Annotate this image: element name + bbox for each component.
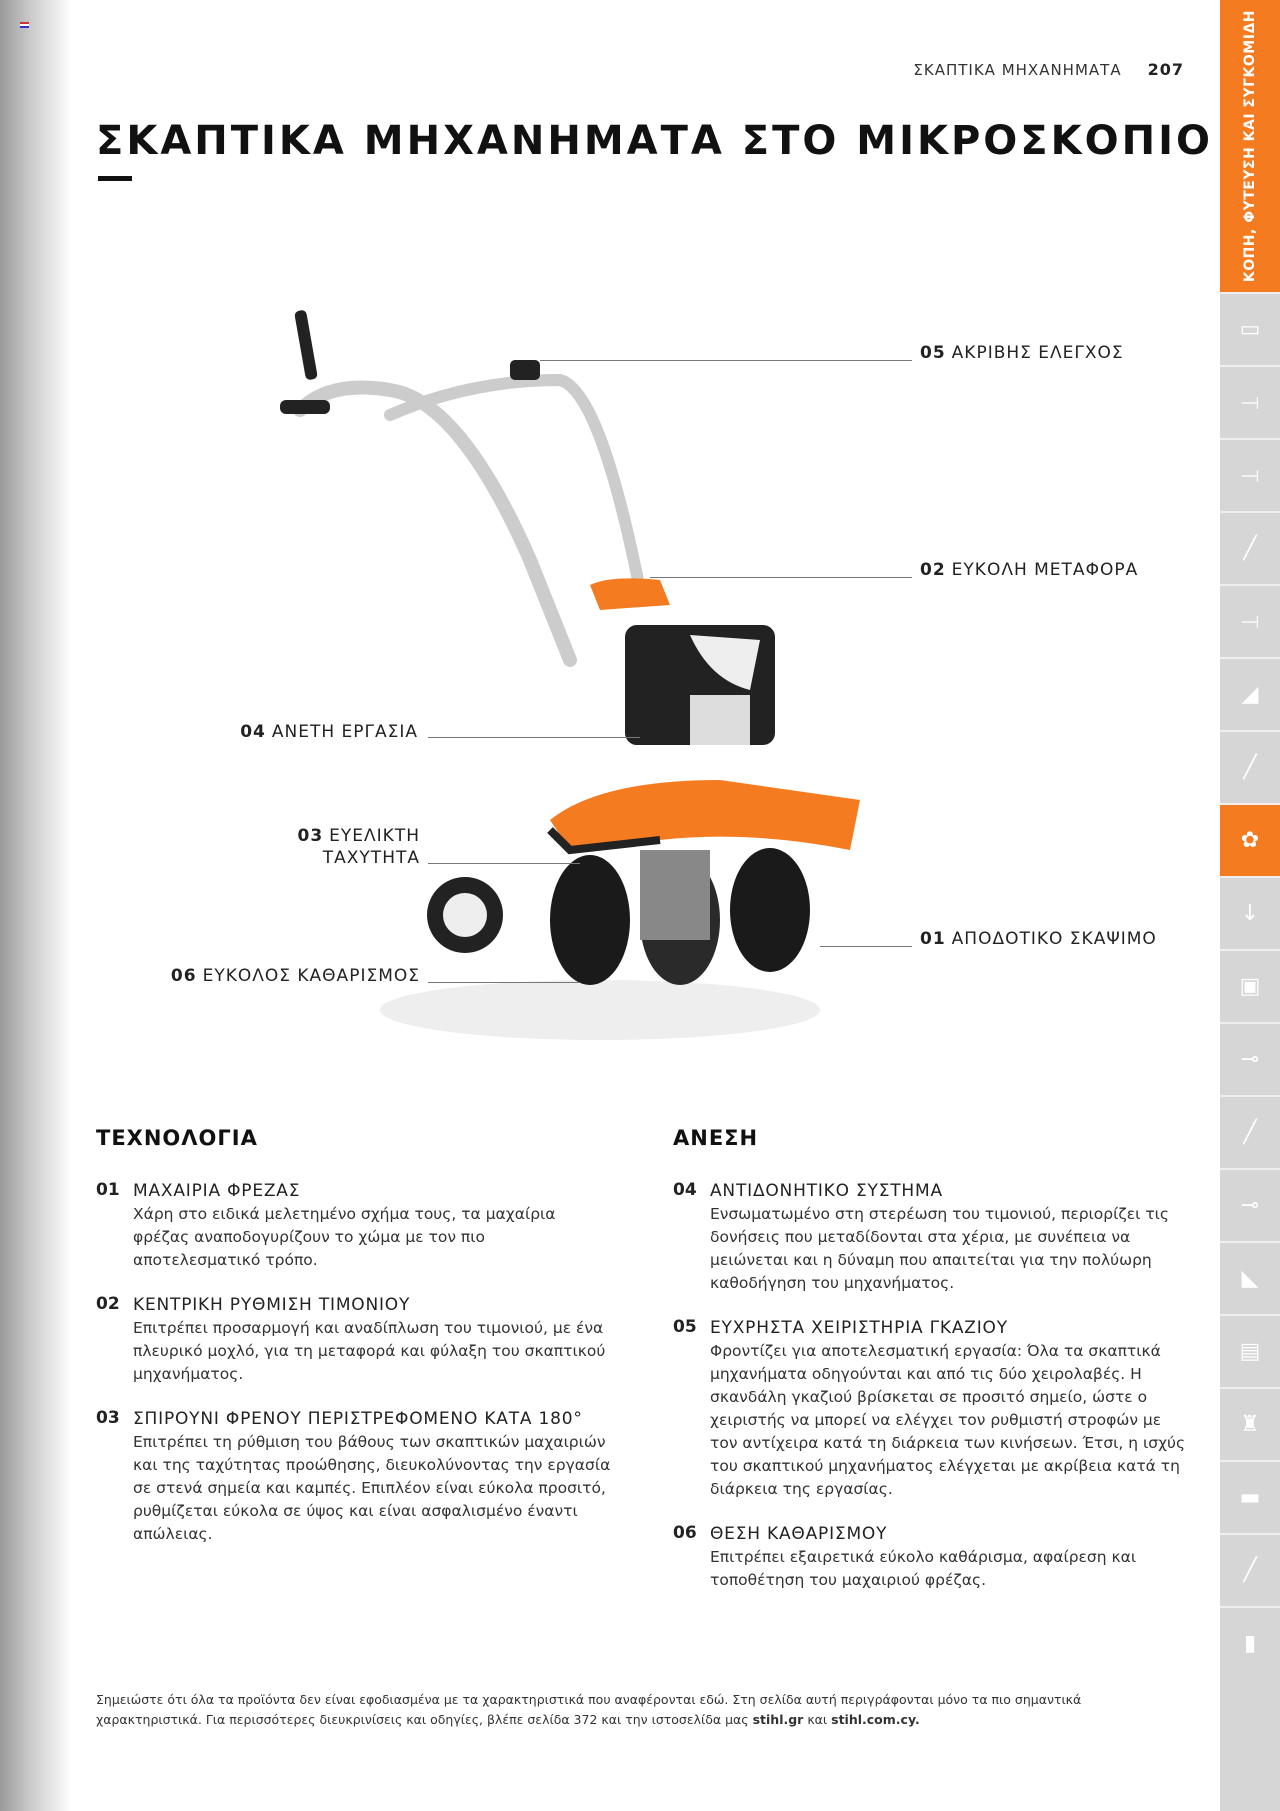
sidebar-tile-battery[interactable] <box>1220 292 1280 365</box>
callout-02 <box>920 559 1138 581</box>
trimmer-icon: ╱ <box>1243 755 1257 780</box>
battery-icon: ▭ <box>1239 317 1261 342</box>
sprayer-icon: ◣ <box>1241 1266 1259 1291</box>
sidebar-tile-brushcutter[interactable] <box>1220 511 1280 584</box>
callout-leader-line <box>428 982 580 983</box>
callout-03 <box>290 825 420 869</box>
sidebar-tile-lawn-mower[interactable] <box>1220 657 1280 730</box>
feature-number: 02 <box>96 1294 120 1314</box>
feature-01 <box>96 1180 616 1272</box>
feature-number: 01 <box>96 1180 120 1200</box>
auger-icon: ↓ <box>1240 901 1260 926</box>
sidebar-tile-pole-saw[interactable] <box>1220 584 1280 657</box>
footnote-and: και <box>803 1712 832 1727</box>
callout-number: 03 <box>297 826 324 846</box>
sidebar-tile-blower[interactable] <box>1220 1022 1280 1095</box>
callout-number: 02 <box>920 560 946 580</box>
running-header <box>913 60 1184 79</box>
callout-label-2: ΤΑΧΥΤΗΤΑ <box>322 848 420 868</box>
chainsaw-icon: ⟞ <box>1240 390 1260 415</box>
feature-title: ΘΕΣΗ ΚΑΘΑΡΙΣΜΟΥ <box>710 1524 888 1544</box>
feature-text: Επιτρέπει τη ρύθμιση του βάθους των σκαπτικών μαχαιριών και της ταχύτητας προώθησης, διευκολύνοντας την εργασία σε στενά σημεία και καμπές. Επιπλέον είναι εύκολα προσιτό, ρυθμίζεται εύκολα σε ύψος και είναι ασφαλισμένο έναντι απώλειας. <box>133 1433 611 1543</box>
feature-02 <box>96 1294 616 1386</box>
callout-05 <box>920 342 1124 364</box>
callout-number: 05 <box>920 343 946 363</box>
feature-text: Επιτρέπει εξαιρετικά εύκολο καθάρισμα, αφαίρεση και τοποθέτηση του μαχαιριού φρέζας. <box>710 1548 1137 1589</box>
callout-04 <box>236 721 418 743</box>
link-stihl-gr[interactable]: stihl.gr <box>752 1712 804 1727</box>
sidebar-tile-sprayer[interactable] <box>1220 1241 1280 1314</box>
sidebar-tile-chainsaw[interactable] <box>1220 365 1280 438</box>
feature-05 <box>673 1317 1193 1501</box>
sidebar-tile-tiller[interactable] <box>1220 803 1280 876</box>
callout-number: 06 <box>170 966 197 986</box>
feature-04 <box>673 1180 1193 1295</box>
feature-text: Χάρη στο ειδικά μελετημένο σχήμα τους, τα μαχαίρια φρέζας αναποδογυρίζουν το χώμα με τον πιο αποτελεσματικό τρόπο. <box>133 1205 556 1269</box>
callout-number: 04 <box>240 722 266 742</box>
leaf-blower-icon: ⊸ <box>1240 1193 1260 1218</box>
callout-label: ΑΝΕΤΗ ΕΡΓΑΣΙΑ <box>271 722 418 742</box>
footnote-text: Σημειώστε ότι όλα τα προϊόντα δεν είναι εφοδιασμένα με τα χαρακτηριστικά που αναφέρονται εδώ. Στη σελίδα αυτή περιγράφονται μόνο τα πιο σημαντικά χαρακτηριστικά. Για περισσότερες διευκρινίσεις και οδηγίες, βλέπε σελίδα 372 και την ιστοσελίδα μας <box>96 1692 1082 1727</box>
feature-03 <box>96 1408 616 1546</box>
sidebar-tile-fuel-can[interactable] <box>1220 1314 1280 1387</box>
sidebar-tile-bottle[interactable] <box>1220 1606 1280 1679</box>
sidebar-category-tab[interactable] <box>1220 0 1280 292</box>
tiller-product-image <box>270 290 890 1070</box>
jacket-icon: ♜ <box>1240 1412 1260 1437</box>
pole-saw-icon: ⟞ <box>1240 609 1260 634</box>
feature-title: ΕΥΧΡΗΣΤΑ ΧΕΙΡΙΣΤΗΡΙΑ ΓΚΑΖΙΟΥ <box>710 1318 1008 1338</box>
section-heading: ΑΝΕΣΗ <box>673 1126 759 1150</box>
callout-leader-line <box>820 946 912 947</box>
tiller-icon: ✿ <box>1240 828 1260 853</box>
axe-icon: ╱ <box>1243 1558 1257 1583</box>
comfort-section <box>673 1126 1193 1614</box>
section-heading: ΤΕΧΝΟΛΟΓΙΑ <box>96 1126 258 1150</box>
category-label: ΚΟΠΗ, ΦΥΤΕΥΣΗ ΚΑΙ ΣΥΓΚΟΜΙΔΗ <box>1241 9 1258 283</box>
callout-label: ΑΠΟΔΟΤΙΚΟ ΣΚΑΨΙΜΟ <box>951 929 1157 949</box>
sidebar <box>1220 0 1280 1811</box>
callout-leader-line <box>428 737 640 738</box>
callout-01 <box>920 928 1157 950</box>
feature-number: 03 <box>96 1408 120 1428</box>
sidebar-tile-jacket[interactable] <box>1220 1387 1280 1460</box>
feature-06 <box>673 1523 1193 1592</box>
blower-icon: ⊸ <box>1240 1047 1260 1072</box>
feature-number: 04 <box>673 1180 697 1200</box>
sidebar-tile-generator[interactable] <box>1220 949 1280 1022</box>
callout-06 <box>162 965 420 987</box>
feature-number: 05 <box>673 1317 697 1337</box>
callout-number: 01 <box>920 929 946 949</box>
feature-number: 06 <box>673 1523 697 1543</box>
brushcutter-icon: ╱ <box>1243 536 1257 561</box>
feature-title: ΜΑΧΑΙΡΙΑ ΦΡΕΖΑΣ <box>133 1181 301 1201</box>
sidebar-tile-toolbox[interactable] <box>1220 1460 1280 1533</box>
page-title: ΣΚΑΠΤΙΚΑ ΜΗΧΑΝΗΜΑΤΑ ΣΤΟ ΜΙΚΡΟΣΚΟΠΙΟ <box>96 118 1213 164</box>
hedge-trimmer-icon: ⟞ <box>1240 463 1260 488</box>
feature-text: Επιτρέπει προσαρμογή και αναδίπλωση του τιμονιού, με ένα πλευρικό μοχλό, για τη μεταφορά και φύλαξη του σκαπτικού μηχανήματος. <box>133 1319 606 1383</box>
sidebar-tile-grass-trimmer[interactable] <box>1220 1095 1280 1168</box>
link-stihl-com-cy[interactable]: stihl.com.cy. <box>831 1712 920 1727</box>
feature-text: Ενσωματωμένο στη στερέωση του τιμονιού, περιορίζει τις δονήσεις που μεταδίδονται στα χέρια, με συνέπεια να μειώνεται και η δύναμη που απαιτείται για την πολύωρη καθοδήγηση του μηχανήματος. <box>710 1205 1170 1292</box>
callout-leader-line <box>428 863 580 864</box>
technology-section <box>96 1126 616 1568</box>
callout-label: ΑΚΡΙΒΗΣ ΕΛΕΓΧΟΣ <box>951 343 1124 363</box>
title-underline <box>98 176 132 181</box>
sidebar-tile-axe[interactable] <box>1220 1533 1280 1606</box>
flag-icon <box>20 22 29 28</box>
feature-title: ΚΕΝΤΡΙΚΗ ΡΥΘΜΙΣΗ ΤΙΜΟΝΙΟΥ <box>133 1295 411 1315</box>
grass-trimmer-icon: ╱ <box>1243 1120 1257 1145</box>
footnote <box>96 1690 1096 1730</box>
lawn-mower-icon: ◢ <box>1241 682 1259 707</box>
section-name: ΣΚΑΠΤΙΚΑ ΜΗΧΑΝΗΜΑΤΑ <box>913 61 1122 79</box>
callout-leader-line <box>540 360 912 361</box>
generator-icon: ▣ <box>1239 974 1261 999</box>
callout-label: ΕΥΚΟΛΗ ΜΕΤΑΦΟΡΑ <box>951 560 1139 580</box>
sidebar-tile-leaf-blower[interactable] <box>1220 1168 1280 1241</box>
bottle-icon: ▮ <box>1243 1631 1257 1656</box>
feature-title: ΑΝΤΙΔΟΝΗΤΙΚΟ ΣΥΣΤΗΜΑ <box>710 1181 943 1201</box>
toolbox-icon: ▬ <box>1239 1485 1261 1510</box>
callout-label: ΕΥΕΛΙΚΤΗ <box>329 826 420 846</box>
page-gutter-shadow <box>0 0 72 1811</box>
feature-text: Φροντίζει για αποτελεσματική εργασία: Όλα τα σκαπτικά μηχανήματα οδηγούνται και από τις δύο χειρολαβές. Η σκανδάλη γκαζιού βρίσκεται σε προσιτό σημείο, ώστε ο χειριστής να μπορεί να ελέγχει τον ρυθμιστή στροφών με τον αντίχειρα κατά τη διάρκεια των κινήσεων. Έτσι, η ισχύς του σκαπτικού μηχανήματος ελέγχεται με ακρίβεια κατά τη διάρκεια της εργασίας. <box>710 1342 1186 1498</box>
callout-label: ΕΥΚΟΛΟΣ ΚΑΘΑΡΙΣΜΟΣ <box>202 966 420 986</box>
sidebar-tile-hedge-trimmer[interactable] <box>1220 438 1280 511</box>
callout-leader-line <box>650 577 912 578</box>
sidebar-tile-auger[interactable] <box>1220 876 1280 949</box>
sidebar-tile-trimmer[interactable] <box>1220 730 1280 803</box>
fuel-can-icon: ▤ <box>1239 1339 1261 1364</box>
feature-title: ΣΠΙΡΟΥΝΙ ΦΡΕΝΟΥ ΠΕΡΙΣΤΡΕΦΟΜΕΝΟ ΚΑΤΑ 180° <box>133 1409 583 1429</box>
page-number: 207 <box>1147 60 1184 79</box>
